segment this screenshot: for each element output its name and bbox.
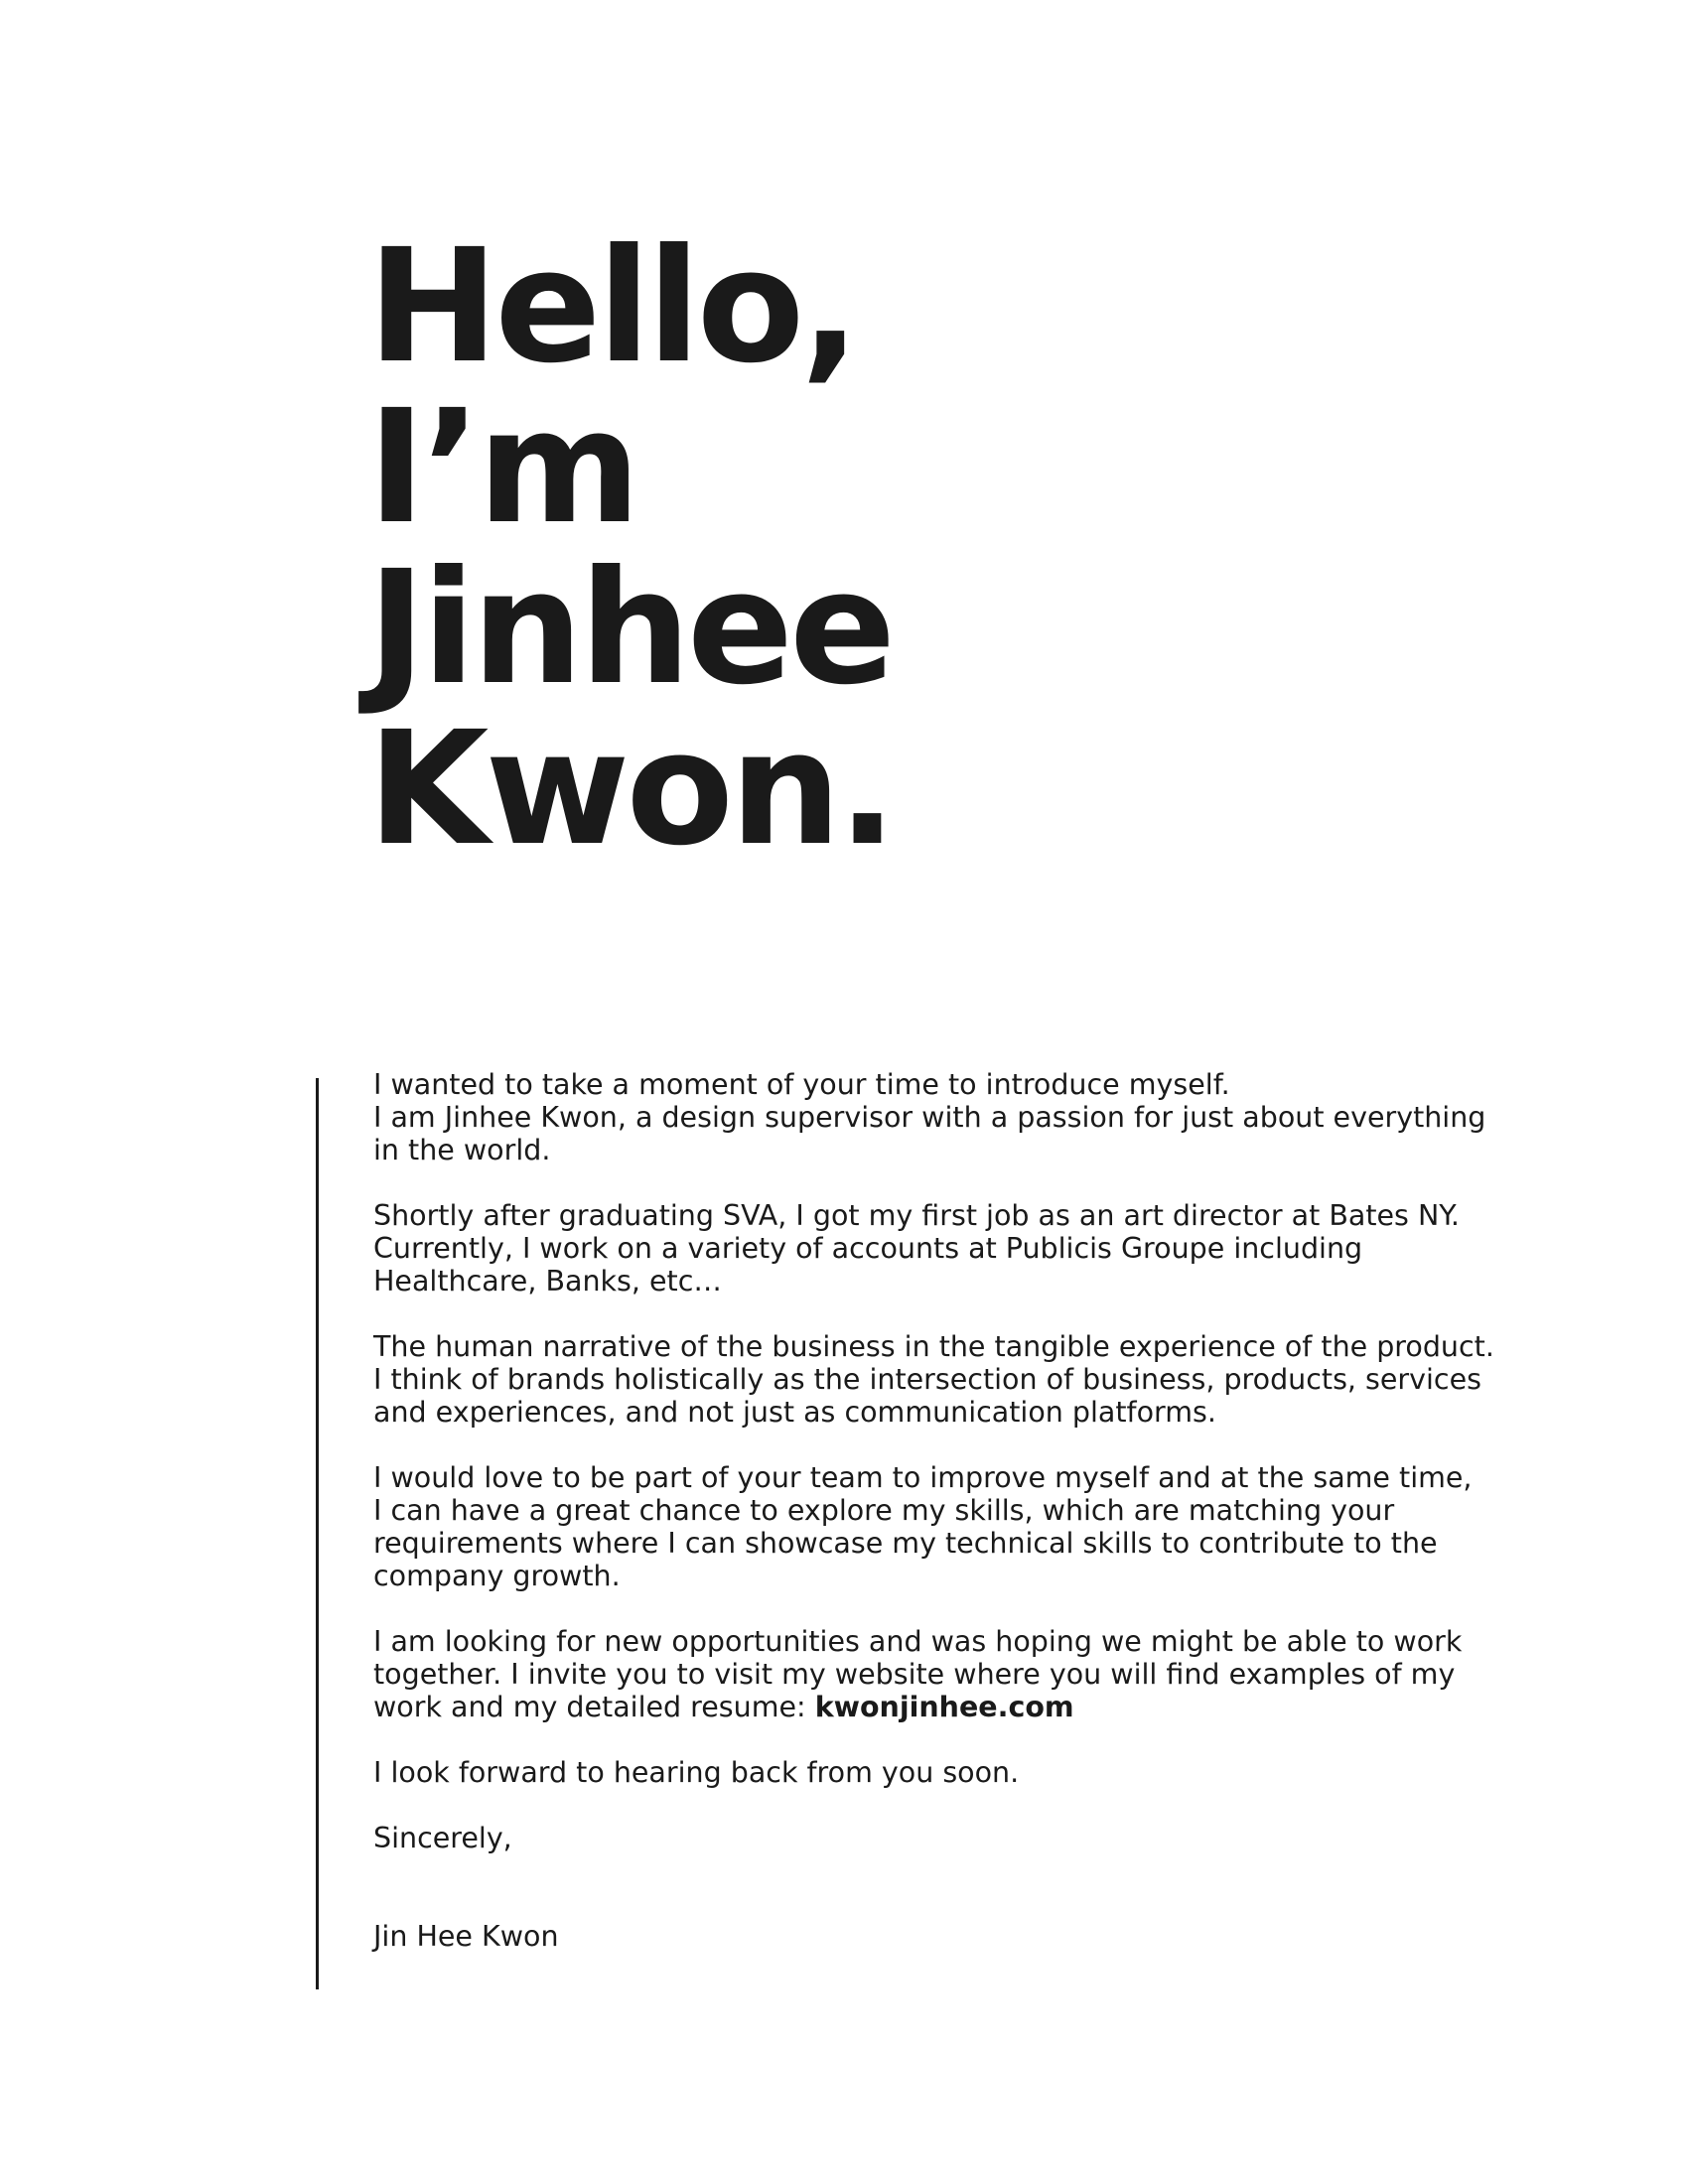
signoff-line: Sincerely, bbox=[373, 1822, 512, 1854]
headline-line-last-name: Kwon. bbox=[367, 698, 894, 881]
goals-line-3: requirements where I can showcase my technical skills to contribute to the bbox=[373, 1527, 1438, 1560]
closing-line: I look forward to hearing back from you soon. bbox=[373, 1756, 1020, 1789]
paragraph-career bbox=[373, 1199, 1565, 1297]
opportunities-line-3 bbox=[373, 1691, 1565, 1723]
philosophy-line-2: I think of brands holistically as the intersection of business, products, services bbox=[373, 1363, 1481, 1396]
philosophy-line-1: The human narrative of the business in the tangible experience of the product. bbox=[373, 1330, 1494, 1363]
opportunities-line-2: together. I invite you to visit my website where you will find examples of my bbox=[373, 1658, 1456, 1691]
philosophy-line-3: and experiences, and not just as communication platforms. bbox=[373, 1396, 1216, 1429]
paragraph-closing bbox=[373, 1756, 1565, 1789]
intro-line-3: in the world. bbox=[373, 1134, 551, 1166]
paragraph-opportunities bbox=[373, 1625, 1565, 1723]
headline bbox=[367, 215, 894, 881]
career-line-1: Shortly after graduating SVA, I got my first job as an art director at Bates NY. bbox=[373, 1199, 1460, 1232]
paragraph-goals bbox=[373, 1461, 1565, 1592]
vertical-rule bbox=[316, 1078, 319, 1989]
headline-line-hello: Hello, bbox=[367, 215, 857, 398]
goals-line-1: I would love to be part of your team to improve myself and at the same time, bbox=[373, 1461, 1473, 1494]
goals-line-2: I can have a great chance to explore my skills, which are matching your bbox=[373, 1494, 1395, 1527]
paragraph-intro bbox=[373, 1068, 1565, 1166]
signature-line: Jin Hee Kwon bbox=[373, 1920, 559, 1953]
headline-line-first-name: Jinhee bbox=[367, 537, 893, 720]
career-line-3: Healthcare, Banks, etc… bbox=[373, 1265, 722, 1297]
headline-line-im: I’m bbox=[367, 376, 637, 559]
career-line-2: Currently, I work on a variety of accounts at Publicis Groupe including bbox=[373, 1232, 1363, 1265]
intro-line-1: I wanted to take a moment of your time to introduce myself. bbox=[373, 1068, 1230, 1101]
letter-body bbox=[373, 1068, 1565, 1985]
opportunities-line-1: I am looking for new opportunities and was hoping we might be able to work bbox=[373, 1625, 1463, 1658]
intro-line-2: I am Jinhee Kwon, a design supervisor with a passion for just about everything bbox=[373, 1101, 1486, 1134]
paragraph-philosophy bbox=[373, 1330, 1565, 1429]
paragraph-signoff bbox=[373, 1822, 1565, 1854]
paragraph-signature bbox=[373, 1920, 1565, 1953]
opportunities-line-3-text: work and my detailed resume: bbox=[373, 1691, 815, 1723]
website-link[interactable]: kwonjinhee.com bbox=[814, 1691, 1074, 1723]
goals-line-4: company growth. bbox=[373, 1560, 621, 1592]
signature-gap bbox=[373, 1887, 1565, 1920]
